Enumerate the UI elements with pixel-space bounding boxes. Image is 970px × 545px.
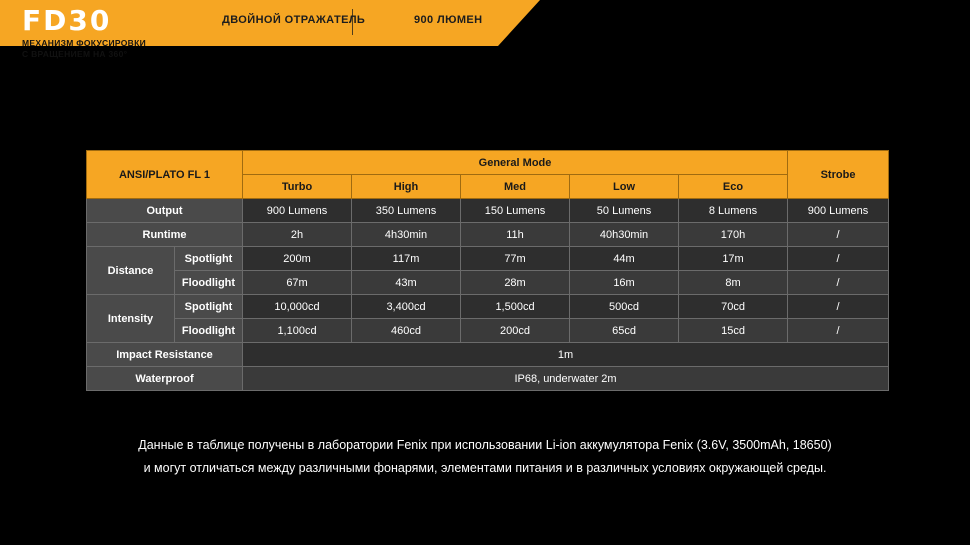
spec-table [86,150,889,391]
cell-distance-spotlight-strobe: / [788,247,889,271]
footnote-line-2: и могут отличаться между различными фонарями, элементами питания и в различных условиях окружающей среды. [143,461,827,475]
table-header-mode-turbo: Turbo [243,175,352,199]
cell-distance-floodlight-high: 43m [352,271,461,295]
product-name: FD30 [22,4,112,37]
table-header-row-1 [87,151,889,175]
cell-intensity-spotlight-med: 1,500cd [461,295,570,319]
cell-distance-spotlight-eco: 17m [679,247,788,271]
cell-distance-floodlight-turbo: 67m [243,271,352,295]
table-row [87,295,889,319]
cell-intensity-floodlight-low: 65cd [570,319,679,343]
cell-runtime-strobe: / [788,223,889,247]
cell-output-eco: 8 Lumens [679,199,788,223]
cell-intensity-spotlight-high: 3,400cd [352,295,461,319]
cell-intensity-spotlight-eco: 70cd [679,295,788,319]
cell-waterproof-value: IP68, underwater 2m [243,367,889,391]
spec-table-container [86,150,886,391]
row-sublabel-distance-spotlight: Spotlight [175,247,243,271]
row-sublabel-intensity-spotlight: Spotlight [175,295,243,319]
cell-distance-floodlight-strobe: / [788,271,889,295]
footnote-line-1: Данные в таблице получены в лаборатории Fenix при использовании Li-ion аккумулятора Fenix (3.6V, 3500mAh, 18650) [138,438,832,452]
table-row [87,367,889,391]
row-sublabel-intensity-floodlight: Floodlight [175,319,243,343]
product-tagline [22,38,212,60]
table-row [87,343,889,367]
header-badge-lumens: 900 ЛЮМЕН [414,14,483,26]
cell-output-med: 150 Lumens [461,199,570,223]
cell-output-strobe: 900 Lumens [788,199,889,223]
row-label-intensity: Intensity [87,295,175,343]
cell-distance-floodlight-med: 28m [461,271,570,295]
row-label-distance: Distance [87,247,175,295]
table-row [87,319,889,343]
cell-output-turbo: 900 Lumens [243,199,352,223]
cell-output-high: 350 Lumens [352,199,461,223]
cell-runtime-turbo: 2h [243,223,352,247]
product-tagline-line2: С ВРАЩЕНИЕМ НА 360° [22,49,128,59]
cell-distance-spotlight-med: 77m [461,247,570,271]
cell-runtime-low: 40h30min [570,223,679,247]
table-row [87,223,889,247]
product-logo [22,6,212,60]
row-label-runtime: Runtime [87,223,243,247]
cell-intensity-floodlight-strobe: / [788,319,889,343]
table-header-mode-high: High [352,175,461,199]
cell-distance-spotlight-high: 117m [352,247,461,271]
cell-intensity-spotlight-low: 500cd [570,295,679,319]
table-header-mode-med: Med [461,175,570,199]
table-corner-label: ANSI/PLATO FL 1 [87,151,243,199]
cell-distance-floodlight-eco: 8m [679,271,788,295]
table-row [87,247,889,271]
cell-intensity-floodlight-med: 200cd [461,319,570,343]
cell-distance-floodlight-low: 16m [570,271,679,295]
cell-runtime-eco: 170h [679,223,788,247]
table-header-mode-eco: Eco [679,175,788,199]
table-group-header-general: General Mode [243,151,788,175]
table-header-strobe: Strobe [788,151,889,199]
footnote [0,434,970,480]
product-tagline-line1: МЕХАНИЗМ ФОКУСИРОВКИ [22,38,146,48]
cell-intensity-spotlight-turbo: 10,000cd [243,295,352,319]
cell-runtime-med: 11h [461,223,570,247]
cell-intensity-floodlight-high: 460cd [352,319,461,343]
table-header-mode-low: Low [570,175,679,199]
row-label-impact-resistance: Impact Resistance [87,343,243,367]
row-label-waterproof: Waterproof [87,367,243,391]
cell-intensity-floodlight-eco: 15cd [679,319,788,343]
table-row [87,199,889,223]
header-badge-reflector: ДВОЙНОЙ ОТРАЖАТЕЛЬ [222,14,366,26]
row-label-output: Output [87,199,243,223]
cell-distance-spotlight-turbo: 200m [243,247,352,271]
cell-runtime-high: 4h30min [352,223,461,247]
cell-output-low: 50 Lumens [570,199,679,223]
row-sublabel-distance-floodlight: Floodlight [175,271,243,295]
cell-intensity-spotlight-strobe: / [788,295,889,319]
table-row [87,271,889,295]
cell-intensity-floodlight-turbo: 1,100cd [243,319,352,343]
cell-distance-spotlight-low: 44m [570,247,679,271]
cell-impact-resistance-value: 1m [243,343,889,367]
